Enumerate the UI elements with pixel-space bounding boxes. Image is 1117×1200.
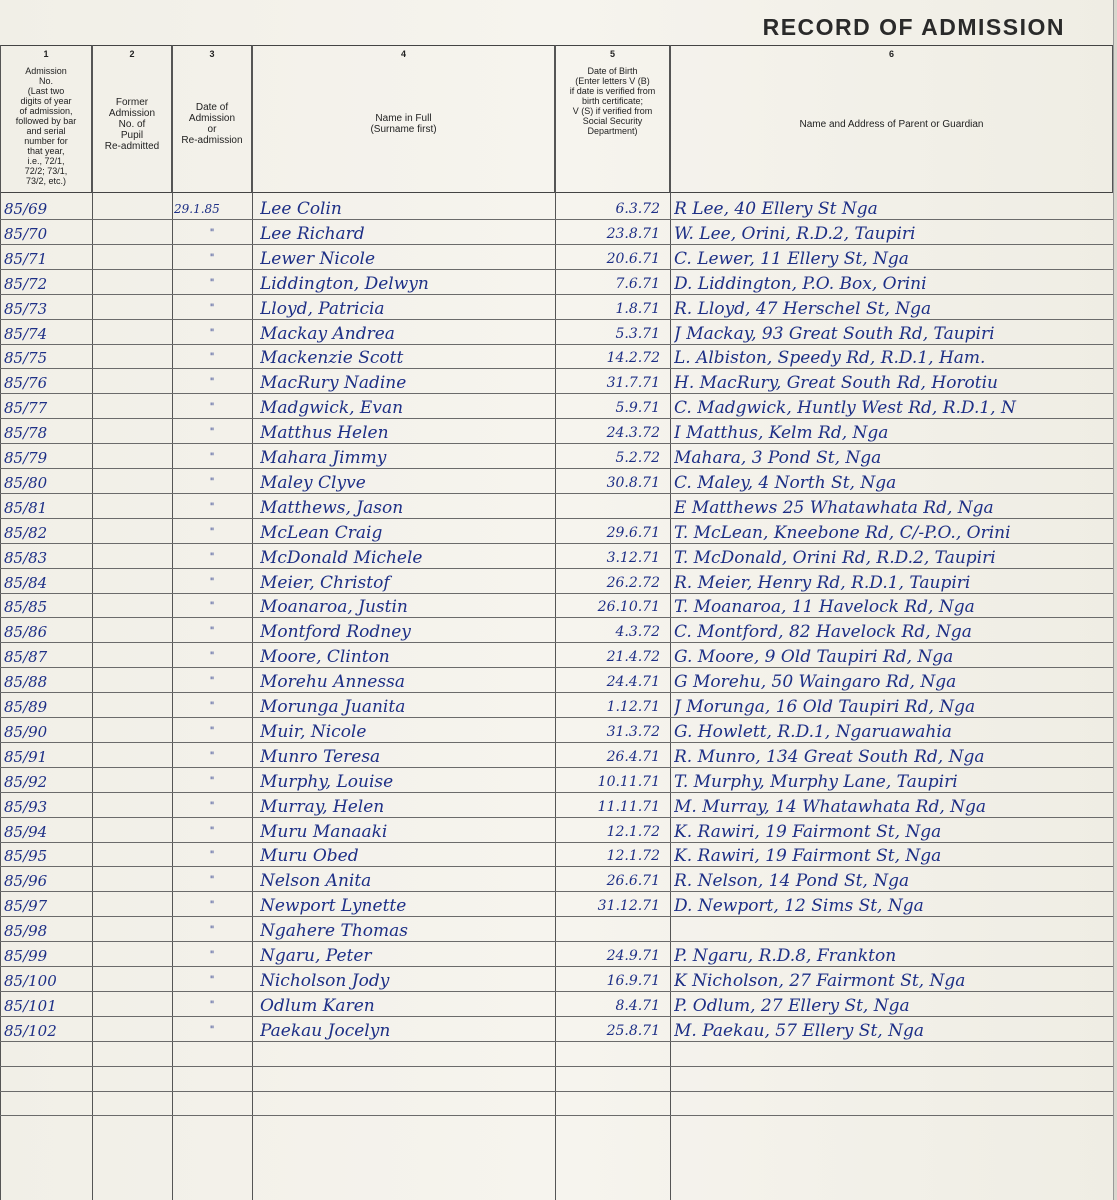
heading-line: Former — [115, 96, 149, 108]
admission-date: " — [209, 501, 215, 513]
column-number: 2 — [129, 49, 135, 59]
column-heading — [3, 60, 89, 188]
pupil-name: Murphy, Louise — [260, 771, 394, 792]
pupil-name: Morehu Annessa — [260, 672, 405, 693]
parent-address: T. Moanaroa, 11 Havelock Rd, Nga — [674, 597, 975, 618]
parent-address: W. Lee, Orini, R.D.2, Taupiri — [674, 223, 916, 244]
admission-number: 85/85 — [4, 598, 48, 617]
date-of-birth: 5.3.71 — [615, 325, 660, 342]
admission-date: " — [209, 252, 215, 264]
parent-address: H. MacRury, Great South Rd, Horotiu — [674, 373, 999, 394]
admission-date: " — [209, 452, 215, 463]
date-of-birth: 12.1.72 — [606, 848, 660, 865]
admission-number: 85/91 — [4, 747, 48, 766]
date-of-birth: 30.8.71 — [606, 474, 660, 491]
date-of-birth: 10.11.71 — [597, 773, 660, 790]
date-of-birth — [556, 496, 668, 520]
admission-date: " — [209, 750, 215, 762]
parent-address: M. Paekau, 57 Ellery St, Nga — [674, 1020, 924, 1041]
pupil-name: Moore, Clinton — [260, 647, 390, 668]
parent-address: K. Rawiri, 19 Fairmont St, Nga — [674, 821, 942, 842]
column-header-5 — [555, 45, 670, 193]
date-of-birth: 24.9.71 — [606, 948, 660, 964]
column-heading — [175, 60, 249, 188]
parent-address: P. Odlum, 27 Ellery St, Nga — [674, 995, 910, 1016]
pupil-name: Mahara Jimmy — [260, 448, 387, 468]
admission-number: 85/76 — [4, 374, 48, 393]
heading-line: 72/2; 73/1, — [24, 166, 68, 176]
heading-line: Admission — [108, 107, 156, 119]
admission-number: 85/97 — [4, 897, 48, 916]
admission-number: 85/71 — [4, 249, 48, 268]
date-of-birth: 31.3.72 — [606, 723, 660, 740]
admission-date: " — [209, 725, 215, 737]
parent-address: G. Moore, 9 Old Taupiri Rd, Nga — [674, 647, 954, 668]
pupil-name: Nicholson Jody — [260, 970, 390, 991]
heading-line: of admission, — [19, 106, 73, 116]
admission-number: 85/102 — [4, 1021, 57, 1040]
date-of-birth: 3.12.71 — [606, 549, 660, 566]
admission-number: 85/96 — [4, 872, 48, 891]
admission-number: 85/79 — [4, 449, 48, 467]
pupil-name: Odlum Karen — [260, 995, 375, 1016]
parent-address: G Morehu, 50 Waingaro Rd, Nga — [674, 672, 957, 693]
column-number: 6 — [888, 49, 894, 59]
admission-number: 85/74 — [4, 324, 48, 343]
parent-address: R. Lloyd, 47 Herschel St, Nga — [674, 298, 932, 319]
pupil-name: Meier, Christof — [260, 572, 390, 593]
admission-number: 85/100 — [4, 971, 57, 990]
admission-number: 85/84 — [4, 573, 48, 592]
parent-address: E Matthews 25 Whatawhata Rd, Nga — [674, 497, 994, 518]
parent-address: R. Nelson, 14 Pond St, Nga — [674, 871, 910, 892]
heading-line: followed by bar — [15, 116, 77, 126]
admission-date: " — [209, 651, 215, 663]
date-of-birth: 26.4.71 — [606, 748, 660, 765]
date-of-birth: 20.6.71 — [606, 250, 660, 267]
admission-number: 85/89 — [4, 698, 48, 716]
admission-date: " — [209, 676, 215, 688]
pupil-name: Matthus Helen — [260, 423, 389, 444]
heading-line: Department) — [587, 126, 638, 136]
parent-address: K. Rawiri, 19 Fairmont St, Nga — [674, 846, 942, 867]
admission-number: 85/86 — [4, 623, 48, 642]
admission-number: 85/69 — [4, 200, 48, 218]
pupil-name: Montford Rodney — [260, 622, 411, 643]
admission-number: 85/73 — [4, 299, 48, 318]
date-of-birth: 29.6.71 — [606, 524, 660, 541]
admission-date: " — [209, 427, 215, 439]
date-of-birth: 26.2.72 — [606, 574, 660, 591]
admission-date: " — [209, 402, 215, 414]
admission-number: 85/92 — [4, 772, 48, 791]
admission-number: 85/98 — [4, 922, 48, 941]
pupil-name: Lee Colin — [260, 199, 342, 219]
heading-line: Name in Full — [375, 113, 432, 124]
admission-number: 85/83 — [4, 548, 48, 567]
pupil-name: Murray, Helen — [260, 796, 385, 817]
admission-number: 85/90 — [4, 722, 48, 741]
heading-line: if date is verified from — [569, 86, 656, 96]
pupil-name: Paekau Jocelyn — [260, 1020, 391, 1041]
column-header-2 — [92, 45, 172, 193]
date-of-birth: 31.7.71 — [606, 375, 660, 392]
pupil-name: Munro Teresa — [260, 746, 381, 767]
admission-number: 85/93 — [4, 797, 48, 816]
pupil-name: Mackenzie Scott — [260, 348, 404, 369]
pupil-name: Muru Obed — [260, 846, 359, 867]
admission-date: 29.1.85 — [174, 202, 220, 216]
pupil-name: Muir, Nicole — [260, 721, 367, 742]
pupil-name: Morunga Juanita — [260, 697, 406, 717]
admission-number: 85/82 — [4, 523, 48, 542]
parent-address: T. Murphy, Murphy Lane, Taupiri — [674, 771, 958, 792]
row-rule — [0, 1115, 1113, 1116]
pupil-name: Moanaroa, Justin — [260, 597, 408, 618]
admission-date: " — [209, 526, 215, 538]
heading-line: Admission — [25, 66, 67, 76]
admission-number: 85/72 — [4, 274, 48, 293]
admission-date: " — [209, 974, 215, 986]
heading-line: and serial — [26, 126, 66, 136]
admission-date: " — [209, 626, 215, 638]
column-header-6 — [670, 45, 1113, 193]
parent-address: J Mackay, 93 Great South Rd, Taupiri — [674, 323, 995, 344]
column-header-3 — [172, 45, 252, 193]
date-of-birth: 24.3.72 — [606, 425, 660, 442]
admission-date: " — [209, 1024, 215, 1036]
page-edge — [1113, 0, 1117, 1200]
admission-date: " — [209, 601, 215, 613]
heading-line: digits of year — [20, 96, 72, 106]
parent-address: G. Howlett, R.D.1, Ngaruawahia — [674, 721, 952, 742]
date-of-birth: 25.8.71 — [606, 1022, 660, 1039]
admission-date: " — [209, 925, 215, 937]
column-header-4 — [252, 45, 555, 193]
admission-date: " — [209, 900, 215, 912]
pupil-name: Madgwick, Evan — [260, 398, 404, 419]
date-of-birth: 14.2.72 — [606, 350, 660, 367]
date-of-birth: 23.8.71 — [606, 225, 660, 242]
heading-line: (Last two — [27, 86, 65, 96]
admission-number: 85/95 — [4, 847, 48, 866]
admission-number: 85/77 — [4, 399, 48, 418]
pupil-name: Lewer Nicole — [260, 248, 376, 269]
parent-address: K Nicholson, 27 Fairmont St, Nga — [674, 970, 966, 991]
parent-address: D. Newport, 12 Sims St, Nga — [674, 896, 924, 917]
parent-address: R. Munro, 134 Great South Rd, Nga — [674, 746, 985, 767]
admission-date: " — [209, 999, 215, 1011]
heading-line: V (S) if verified from — [572, 106, 653, 116]
pupil-name: MacRury Nadine — [260, 373, 407, 394]
admission-number: 85/99 — [4, 947, 48, 965]
date-of-birth: 24.4.71 — [606, 674, 660, 691]
column-number: 3 — [209, 49, 215, 59]
heading-line: number for — [24, 136, 68, 146]
column-heading — [673, 60, 1110, 188]
date-of-birth: 8.4.71 — [615, 997, 660, 1014]
date-of-birth — [556, 919, 668, 943]
parent-address: M. Murray, 14 Whatawhata Rd, Nga — [674, 796, 987, 817]
parent-address: T. McLean, Kneebone Rd, C/-P.O., Orini — [674, 522, 1011, 543]
admission-date: " — [209, 227, 215, 239]
pupil-name: Liddington, Delwyn — [260, 273, 429, 294]
date-of-birth: 5.2.72 — [615, 450, 660, 466]
admission-number: 85/80 — [4, 473, 48, 492]
row-rule — [0, 1091, 1113, 1092]
heading-line: Name and Address of Parent or Guardian — [799, 118, 984, 130]
date-of-birth: 1.12.71 — [606, 699, 660, 715]
page-title: RECORD OF ADMISSION — [762, 14, 1065, 40]
admission-date: " — [209, 302, 215, 314]
parent-address: T. McDonald, Orini Rd, R.D.2, Taupiri — [674, 547, 996, 568]
admission-date: " — [209, 825, 215, 837]
date-of-birth: 21.4.72 — [606, 649, 660, 666]
admission-number: 85/88 — [4, 673, 48, 692]
column-heading — [255, 60, 552, 188]
admission-number: 85/94 — [4, 822, 48, 841]
admission-number: 85/75 — [4, 349, 48, 368]
parent-address: L. Albiston, Speedy Rd, R.D.1, Ham. — [674, 348, 986, 369]
heading-line: Date of Birth — [587, 66, 638, 76]
admission-number: 85/70 — [4, 224, 48, 243]
column-number: 4 — [400, 49, 406, 59]
admission-date: " — [209, 701, 215, 712]
pupil-name: Ngahere Thomas — [260, 921, 408, 942]
date-of-birth: 12.1.72 — [606, 823, 660, 840]
row-rule — [0, 1066, 1113, 1067]
pupil-name: Matthews, Jason — [260, 497, 404, 518]
parent-address: D. Liddington, P.O. Box, Orini — [674, 273, 927, 294]
parent-address: I Matthus, Kelm Rd, Nga — [674, 423, 889, 444]
date-of-birth: 6.3.72 — [615, 201, 660, 217]
pupil-name: McDonald Michele — [260, 547, 423, 568]
pupil-name: Ngaru, Peter — [260, 946, 372, 966]
pupil-name: Maley Clyve — [260, 472, 366, 493]
admission-date: " — [209, 950, 215, 961]
heading-line: 73/2, etc.) — [25, 176, 66, 186]
parent-address — [674, 919, 1114, 943]
parent-address: C. Montford, 82 Havelock Rd, Nga — [674, 622, 972, 643]
admission-number: 85/101 — [4, 996, 57, 1015]
parent-address: C. Lewer, 11 Ellery St, Nga — [674, 248, 909, 269]
admission-date: " — [209, 476, 215, 488]
heading-line: Date of — [195, 102, 229, 113]
column-number: 5 — [609, 49, 615, 59]
heading-line: (Surname first) — [370, 124, 437, 135]
heading-line: or — [207, 124, 217, 135]
parent-address: P. Ngaru, R.D.8, Frankton — [674, 946, 897, 966]
pupil-name: Lee Richard — [260, 223, 365, 244]
admission-date: " — [209, 327, 215, 339]
admission-date: " — [209, 377, 215, 389]
heading-line: Social Security — [582, 116, 643, 126]
date-of-birth: 7.6.71 — [615, 275, 660, 292]
date-of-birth: 5.9.71 — [615, 400, 660, 417]
heading-line: Pupil — [120, 129, 144, 141]
admission-number: 85/81 — [4, 498, 48, 517]
heading-line: No. — [38, 76, 53, 86]
admission-date: " — [209, 800, 215, 812]
heading-line: that year, — [27, 146, 65, 156]
pupil-name: Muru Manaaki — [260, 821, 388, 842]
admission-number: 85/78 — [4, 424, 48, 443]
heading-line: Re-admission — [181, 135, 243, 146]
admission-date: " — [209, 775, 215, 787]
pupil-name: Nelson Anita — [260, 871, 372, 892]
heading-line: (Enter letters V (B) — [575, 76, 650, 86]
column-header-1 — [0, 45, 92, 193]
pupil-name: Newport Lynette — [260, 896, 407, 917]
date-of-birth: 26.6.71 — [606, 873, 660, 890]
column-number: 1 — [43, 49, 49, 59]
admission-date: " — [209, 875, 215, 887]
parent-address: Mahara, 3 Pond St, Nga — [674, 448, 882, 468]
heading-line: birth certificate; — [581, 96, 644, 106]
pupil-name: Mackay Andrea — [260, 323, 395, 344]
pupil-name: Lloyd, Patricia — [260, 298, 385, 319]
admission-date: " — [209, 551, 215, 563]
heading-line: Re-admitted — [104, 140, 160, 152]
heading-line: No. of — [118, 118, 146, 130]
pupil-name: McLean Craig — [260, 522, 383, 543]
column-heading — [558, 60, 667, 188]
parent-address: C. Madgwick, Huntly West Rd, R.D.1, N — [674, 398, 1016, 419]
admission-date: " — [209, 352, 215, 364]
parent-address: R Lee, 40 Ellery St Nga — [674, 199, 878, 219]
admission-number: 85/87 — [4, 648, 48, 667]
parent-address: J Morunga, 16 Old Taupiri Rd, Nga — [674, 697, 976, 717]
date-of-birth: 31.12.71 — [597, 898, 660, 915]
column-heading — [95, 60, 169, 188]
date-of-birth: 4.3.72 — [615, 624, 660, 641]
heading-line: i.e., 72/1, — [27, 156, 65, 166]
admission-date: " — [209, 277, 215, 289]
admission-date: " — [209, 576, 215, 588]
parent-address: R. Meier, Henry Rd, R.D.1, Taupiri — [674, 572, 971, 593]
parent-address: C. Maley, 4 North St, Nga — [674, 472, 897, 493]
date-of-birth: 11.11.71 — [597, 798, 660, 815]
admission-date: " — [209, 850, 215, 862]
date-of-birth: 16.9.71 — [606, 972, 660, 989]
heading-line: Admission — [188, 113, 236, 124]
date-of-birth: 1.8.71 — [615, 300, 660, 317]
date-of-birth: 26.10.71 — [597, 599, 660, 616]
